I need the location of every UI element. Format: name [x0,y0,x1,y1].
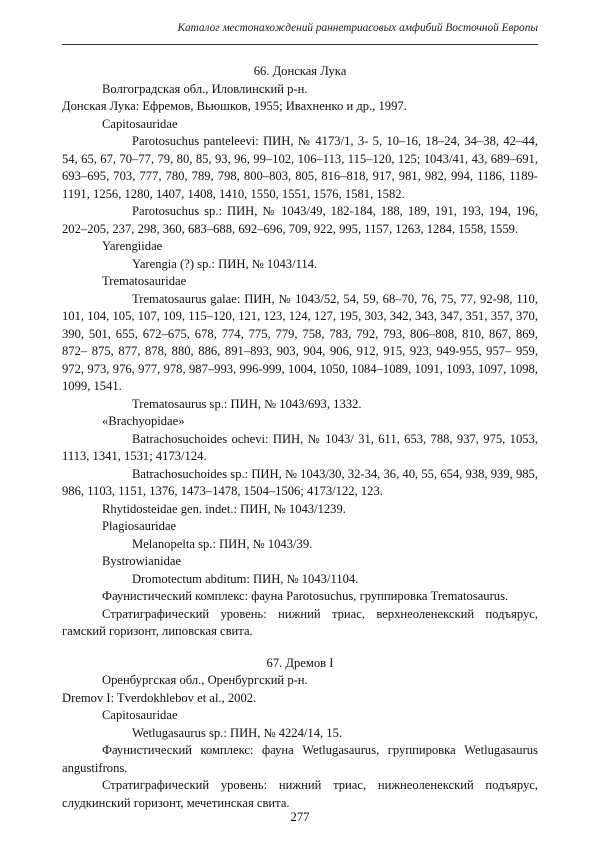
locality-region: Оренбургская обл., Оренбургский р-н. [102,673,308,687]
family-name: Trematosauridae [102,274,187,288]
taxon-entry: Batrachosuchoides ochevi: ПИН, № 1043/ 31, 611, 653, 788, 937, 975, 1053, 1113, 1341, 1531; 4173/124. [62,431,538,463]
header-rule [62,44,538,45]
page-number: 277 [290,810,310,824]
family-name: Yarengiidae [102,239,163,253]
locality-section-66 [62,63,538,641]
taxon-entry: Melanopelta sp.: ПИН, № 1043/39. [132,536,313,551]
family-name: Plagiosauridae [102,519,177,533]
section-gap [62,641,538,655]
family-name: «Brachyopidae» [102,414,185,428]
family-name: Capitosauridae [102,708,178,722]
stratigraphic-level: Стратиграфический уровень: нижний триас, верхнеоленекский подъярус, гамский горизонт, липовская свита. [62,606,538,638]
page-body [62,63,538,812]
faunal-complex: Фаунистический комплекс: фауна Wetlugasaurus, группировка Wetlugasaurus angustifrons. [62,743,538,775]
taxon-entry: Parotosuchus sp.: ПИН, № 1043/49, 182-184, 188, 189, 191, 193, 194, 196, 202–205, 237, 298, 360, 683–688, 692–696, 709, 922, 995, 1157, 1263, 1284, 1558, 1559. [62,204,538,236]
taxon-entry: Parotosuchus panteleevi: ПИН, № 4173/1, 3- 5, 10–16, 18–24, 34–38, 42–44, 54, 65, 67, 70–77, 79, 80, 85, 93, 96, 99–102, 106–113, 115–120, 125; 1043/41, 43, 689–691, 693–695, 703, 777, 780, 789, 798, 800–803, 805, 816–818, 917, 981, 982, 994, 1186, 1189-1191, 1256, 1280, 1407, 1408, 1410, 1550, 1551, 1576, 1581, 1582. [62,134,538,201]
family-name: Bystrowianidae [102,554,182,568]
locality-region: Волгоградская обл., Иловлинский р-н. [102,81,308,96]
locality-title: 67. Дремов I [266,655,334,670]
family-name: Rhytidosteidae gen. indet.: ПИН, № 1043/1239. [102,501,346,516]
faunal-complex: Фаунистический комплекс: фауна Parotosuchus, группировка Trematosaurus. [102,589,509,603]
family-name: Capitosauridae [102,116,178,131]
taxon-entry: Trematosaurus galae: ПИН, № 1043/52, 54, 59, 68–70, 76, 75, 77, 92-98, 110, 101, 104, 105, 107, 109, 115–120, 121, 123, 124, 127, 195, 303, 342, 343, 347, 351, 357, 370, 390, 501, 655, 672–675, 678, 774, 775, 779, 758, 783, 792, 793, 806–808, 810, 867, 869, 872– 875, 877, 878, 880, 886, 891–893, 903, 904, 906, 912, 915, 923, 949-955, 957– 959, 972, 973, 976, 977, 978, 987–993, 996-999, 1004, 1050, 1084–1089, 1091, 1093, 1097, 1098, 1099, 1541. [62,291,538,393]
locality-title: 66. Донская Лука [253,64,347,78]
taxon-entry: Dromotectum abditum: ПИН, № 1043/1104. [132,571,359,586]
running-header: Каталог местонахождений раннетриасовых амфибий Восточной Европы [177,22,538,34]
locality-reference: Донская Лука: Ефремов, Вьюшков, 1955; Ивахненко и др., 1997. [62,99,407,113]
locality-section-67 [62,655,538,813]
locality-reference: Dremov I: Tverdokhlebov et al., 2002. [62,690,257,705]
stratigraphic-level: Стратиграфический уровень: нижний триас, нижнеоленекский подъярус, слудкинский горизонт, мечетинская свита. [62,778,538,810]
taxon-entry: Batrachosuchoides sp.: ПИН, № 1043/30, 32-34, 36, 40, 55, 654, 938, 939, 985, 986, 1103, 1151, 1376, 1473–1478, 1504–1506; 4173/122, 123. [62,466,538,498]
taxon-entry: Wetlugasaurus sp.: ПИН, № 4224/14, 15. [132,725,343,740]
taxon-entry: Trematosaurus sp.: ПИН, № 1043/693, 1332. [132,396,362,411]
taxon-entry: Yarengia (?) sp.: ПИН, № 1043/114. [132,256,318,271]
